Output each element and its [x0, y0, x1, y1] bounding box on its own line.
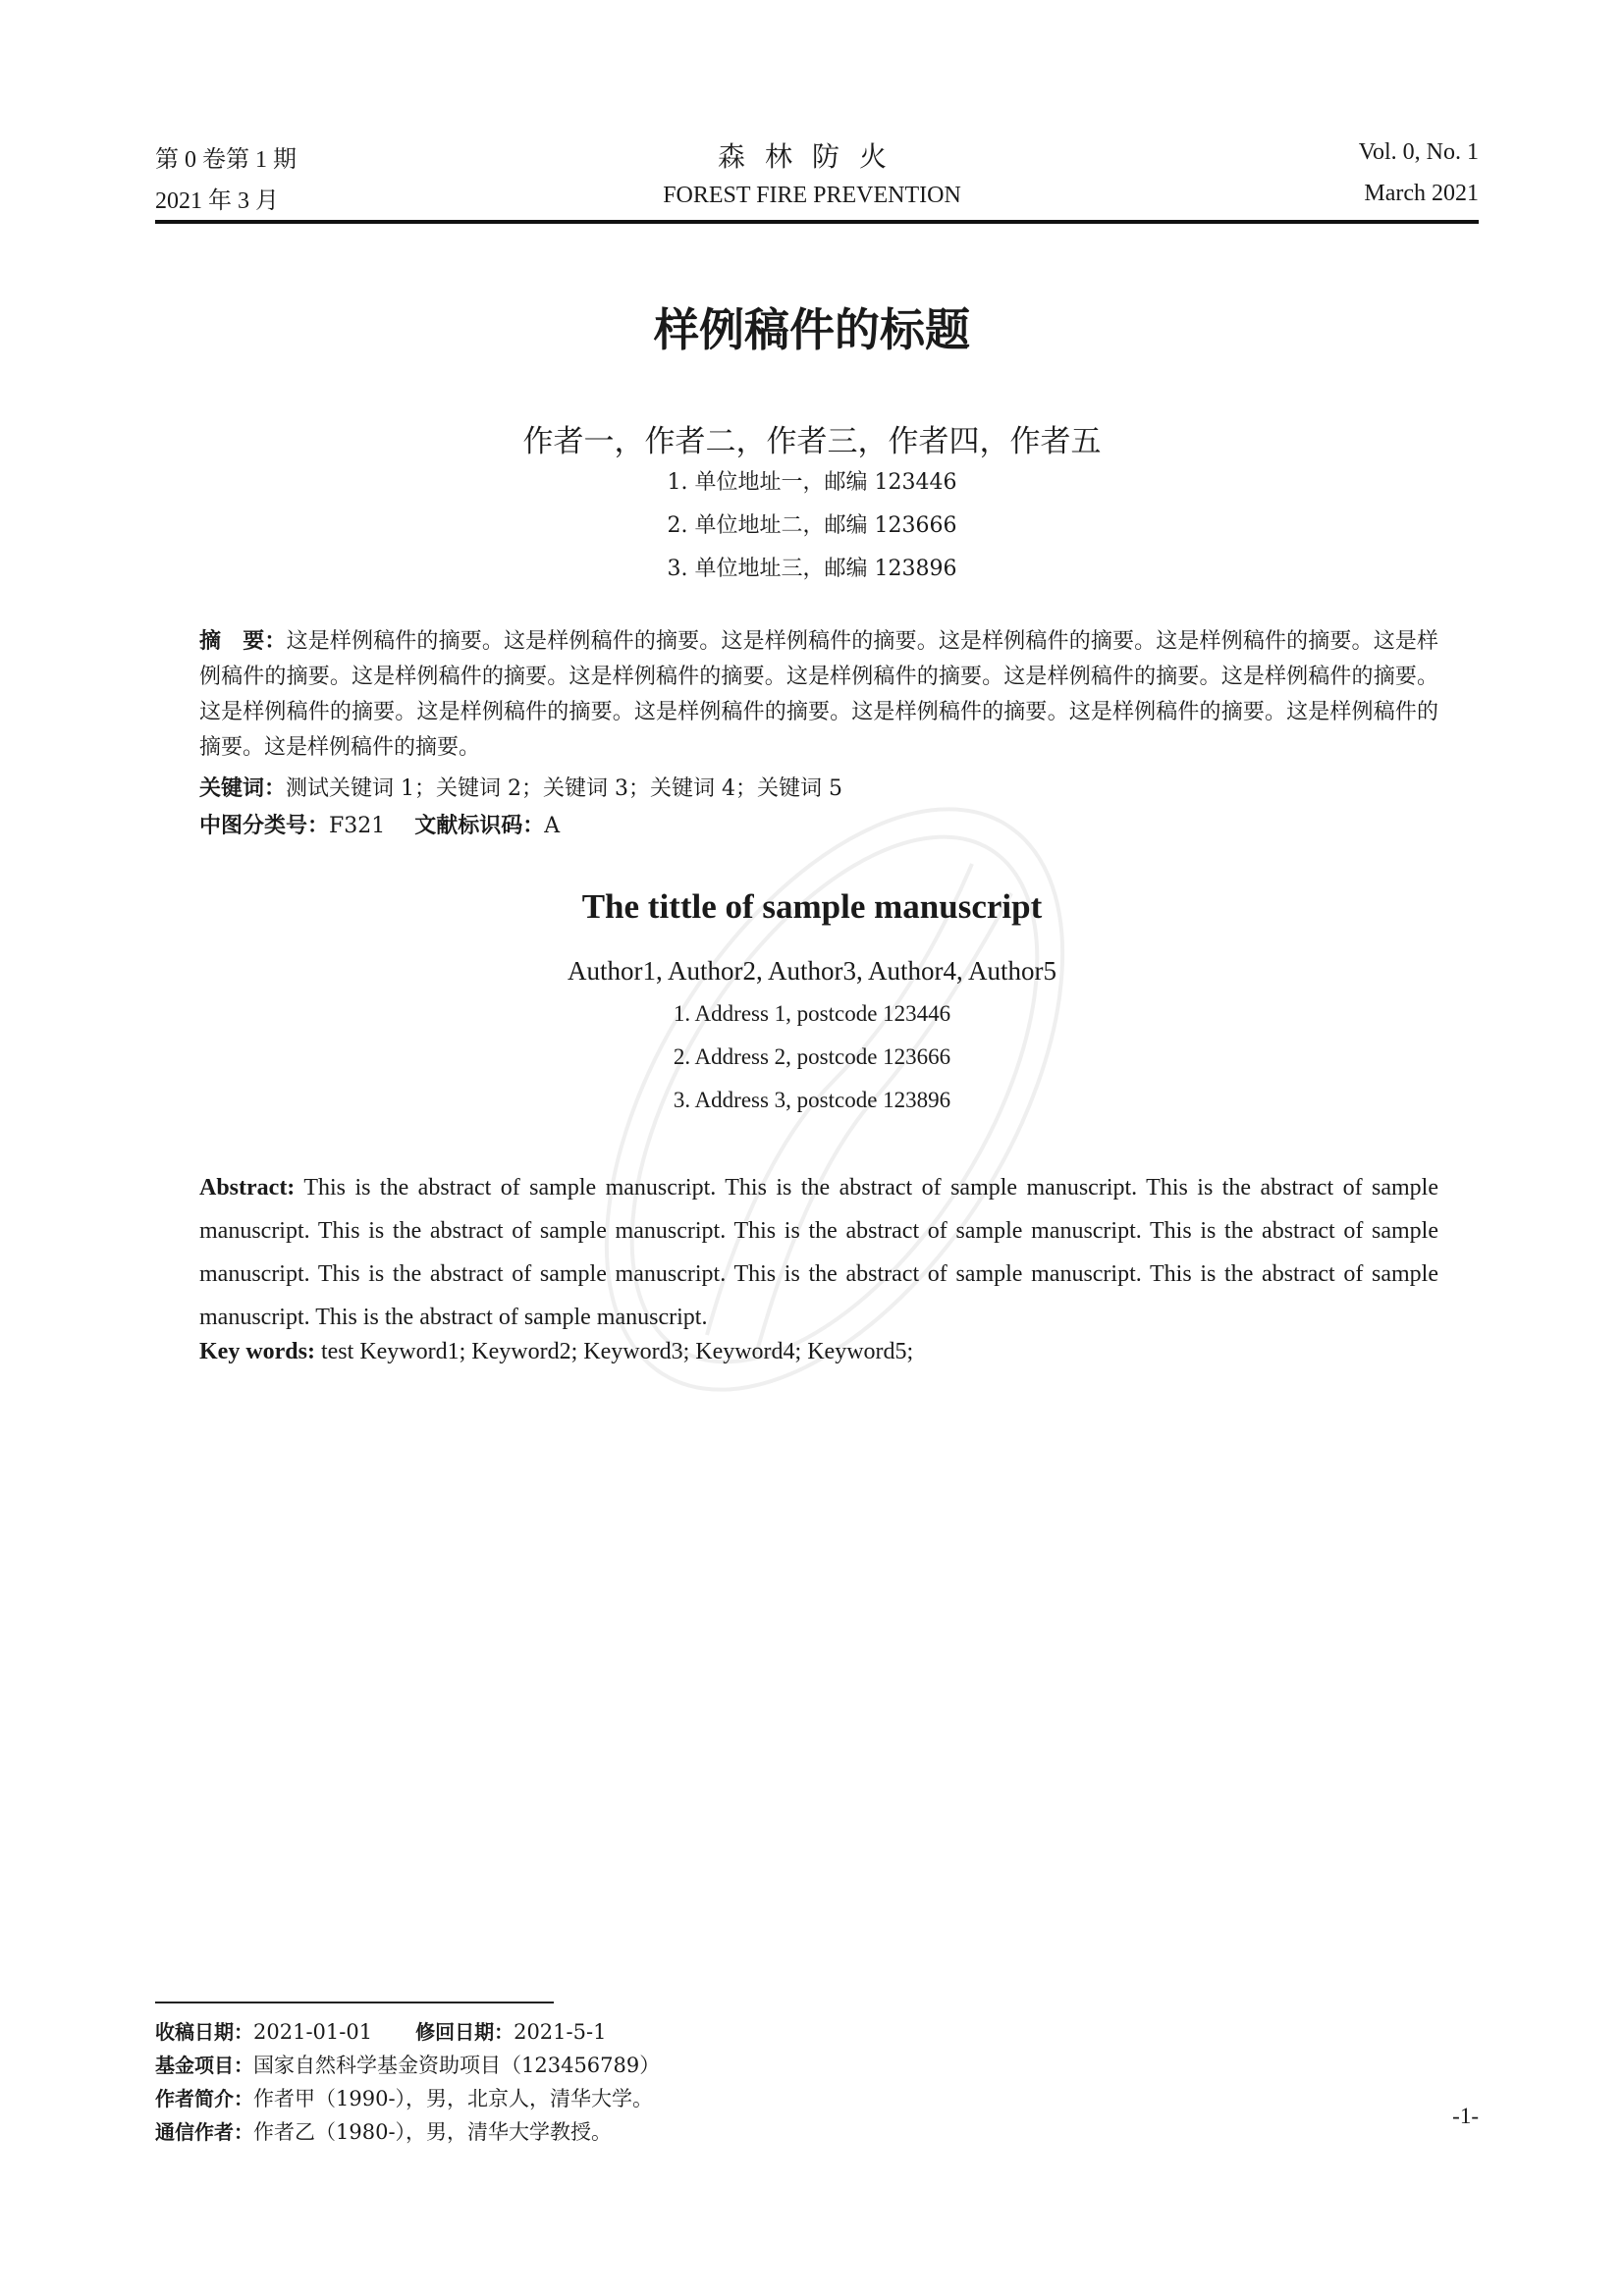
en-affiliation-1: 1. Address 1, postcode 123446: [673, 1001, 951, 1026]
cn-clc-value: F321: [329, 814, 386, 838]
cn-classification: [199, 809, 560, 839]
cn-affiliation-1: 1. 单位地址一，邮编 123446: [667, 470, 957, 495]
header-date-cn: 2021 年 3 月: [155, 188, 279, 214]
header-journal-cn: 森林防火: [717, 142, 906, 173]
received-label: 收稿日期：: [155, 2020, 253, 2044]
cn-keywords-text: 测试关键词 1；关键词 2；关键词 3；关键词 4；关键词 5: [286, 776, 842, 801]
cn-doc-code-label: 文献标识码：: [414, 814, 545, 838]
revised-label: 修回日期：: [415, 2020, 514, 2044]
cn-abstract-label: 摘 要：: [199, 629, 287, 654]
fund-text: 国家自然科学基金资助项目（123456789）: [253, 2054, 661, 2077]
bio-label: 作者简介：: [155, 2087, 253, 2110]
cn-abstract-text: 这是样例稿件的摘要。这是样例稿件的摘要。这是样例稿件的摘要。这是样例稿件的摘要。这是样例稿件的摘要。这是样例稿件的摘要。这是样例稿件的摘要。这是样例稿件的摘要。这是样例稿件的摘要。这是样例稿件的摘要。这是样例稿件的摘要。这是样例稿件的摘要。这是样例稿件的摘要。这是样例稿件的摘要。这是样例稿件的摘要。这是样例稿件的摘要。这是样例稿件的摘要。这是样例稿件的摘要。: [199, 629, 1438, 760]
footnote-bio: [155, 2083, 653, 2112]
received-date: 2021-01-01: [253, 2020, 373, 2044]
cn-affiliation-2: 2. 单位地址二，邮编 123666: [667, 513, 957, 538]
header-volume-cn: 第 0 卷第 1 期: [155, 147, 297, 173]
cn-keywords-label: 关键词：: [199, 776, 287, 801]
en-title: The tittle of sample manuscript: [581, 887, 1043, 926]
cn-abstract: [199, 624, 1438, 766]
header-date-en: March 2021: [1364, 181, 1479, 206]
cn-title: 样例稿件的标题: [654, 303, 970, 356]
cn-authors: 作者一，作者二，作者三，作者四，作者五: [522, 424, 1102, 459]
cn-affiliation-3: 3. 单位地址三，邮编 123896: [667, 557, 957, 581]
cn-doc-code-value: A: [544, 814, 561, 838]
header-volume-en: Vol. 0, No. 1: [1358, 139, 1479, 165]
en-abstract-text: This is the abstract of sample manuscript. This is the abstract of sample manuscript. This is the abstract of sample manuscript. This is the abstract of sample manuscript. This is the abstract of sample manuscript. This is the abstract of sample manuscript. This is the abstract of sample manuscript. This is the abstract of sample manuscript. This is the abstract of sample manuscript. This is the abstract of sample manuscript.: [199, 1175, 1438, 1330]
footnote-fund: [155, 2050, 660, 2079]
fund-label: 基金项目：: [155, 2054, 253, 2077]
cn-keywords: [199, 772, 842, 802]
en-affiliation-2: 2. Address 2, postcode 123666: [673, 1044, 951, 1069]
bio-text: 作者甲（1990-），男，北京人，清华大学。: [253, 2087, 654, 2110]
en-keywords-label: Key words:: [199, 1339, 315, 1364]
cn-clc-label: 中图分类号：: [199, 814, 330, 838]
en-affiliation-3: 3. Address 3, postcode 123896: [673, 1088, 951, 1112]
en-keywords-text: test Keyword1; Keyword2; Keyword3; Keyword4; Keyword5;: [320, 1339, 914, 1364]
en-abstract-label: Abstract:: [199, 1175, 296, 1201]
footnote-rule: [155, 2002, 554, 2003]
en-keywords: [199, 1339, 913, 1365]
en-abstract: [199, 1166, 1438, 1339]
footnote-correspondence: [155, 2116, 612, 2146]
en-authors: Author1, Author2, Author3, Author4, Author5: [568, 956, 1056, 986]
corresp-text: 作者乙（1980-），男，清华大学教授。: [253, 2120, 613, 2144]
revised-date: 2021-5-1: [514, 2020, 607, 2044]
page-number: -1-: [1452, 2104, 1479, 2128]
header-rule: [155, 220, 1479, 224]
footnote-dates: [155, 2016, 606, 2045]
header-journal-en: FOREST FIRE PREVENTION: [663, 183, 961, 208]
corresp-label: 通信作者：: [155, 2120, 253, 2144]
